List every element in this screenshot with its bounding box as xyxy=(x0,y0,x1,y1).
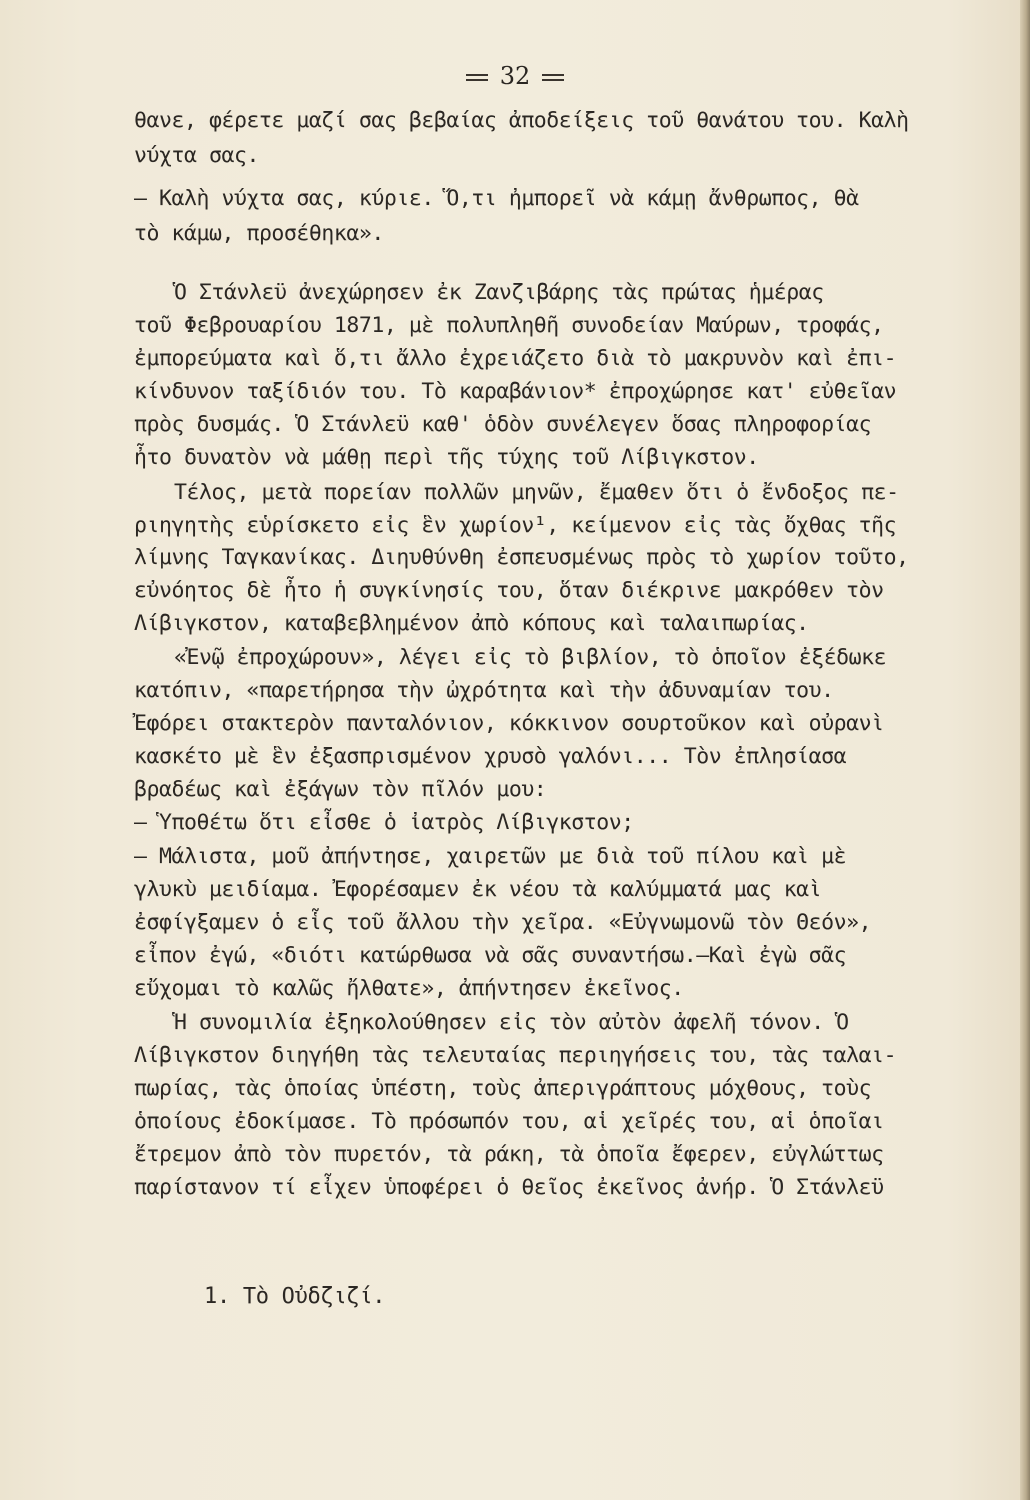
text-line: ἔτρεμον ἀπὸ τὸν πυρετόν, τὰ ράκη, τὰ ὁποῖα ἔφερεν, εὐγλώττως xyxy=(134,1142,884,1167)
text-line: — Ὑποθέτω ὅτι εἶσθε ὁ ἰατρὸς Λίβιγκστον; xyxy=(134,810,634,835)
page-number-value: 32 xyxy=(499,62,531,90)
page-number-ornament-right xyxy=(542,74,564,81)
text-line: ἐμπορεύματα καὶ ὅ,τι ἄλλο ἐχρειάζετο διὰ τὸ μακρυνὸν καὶ ἐπι- xyxy=(134,346,897,371)
text-line: Λίβιγκστον, καταβεβλημένον ἀπὸ κόπους καὶ ταλαιπωρίας. xyxy=(134,611,809,636)
text-line: κατόπιν, «παρετήρησα τὴν ὠχρότητα καὶ τὴν ἀδυναμίαν του. xyxy=(134,678,834,703)
text-line: Λίβιγκστον διηγήθη τὰς τελευταίας περιηγήσεις του, τὰς ταλαι- xyxy=(134,1043,897,1068)
text-line: γλυκὺ μειδίαμα. Ἐφορέσαμεν ἐκ νέου τὰ καλύμματά μας καὶ xyxy=(134,877,822,902)
text-line: Τέλος, μετὰ πορείαν πολλῶν μηνῶν, ἔμαθεν ὅτι ὁ ἔνδοξος πε- xyxy=(174,480,899,505)
page-number xyxy=(0,62,1030,90)
text-line: λίμνης Ταγκανίκας. Διηυθύνθη ἐσπευσμένως πρὸς τὸ χωρίον τοῦτο, xyxy=(134,545,909,570)
text-line: ἦτο δυνατὸν νὰ μάθῃ περὶ τῆς τύχης τοῦ Λίβιγκστον. xyxy=(134,445,759,470)
text-line: εὐνόητος δὲ ἦτο ἡ συγκίνησίς του, ὅταν διέκρινε μακρόθεν τὸν xyxy=(134,578,884,603)
text-line: παρίστανον τί εἶχεν ὑποφέρει ὁ θεῖος ἐκεῖνος ἀνήρ. Ὁ Στάνλεϋ xyxy=(134,1175,884,1200)
text-line: — Μάλιστα, μοῦ ἀπήντησε, χαιρετῶν με διὰ τοῦ πίλου καὶ μὲ xyxy=(134,844,847,869)
text-line: Ἐφόρει στακτερὸν πανταλόνιον, κόκκινον σουρτοῦκον καὶ οὐρανὶ xyxy=(134,711,884,736)
text-line: «Ἐνῷ ἐπροχώρουν», λέγει εἰς τὸ βιβλίον, τὸ ὁποῖον ἐξέδωκε xyxy=(174,645,887,670)
text-line: Ὁ Στάνλεϋ ἀνεχώρησεν ἐκ Ζανζιβάρης τὰς πρώτας ἡμέρας xyxy=(174,280,824,305)
text-line: ἐσφίγξαμεν ὁ εἷς τοῦ ἄλλου τὴν χεῖρα. «Εὐγνωμονῶ τὸν Θεόν», xyxy=(134,910,872,935)
text-line: εὔχομαι τὸ καλῶς ἤλθατε», ἀπήντησεν ἐκεῖνος. xyxy=(134,976,684,1001)
text-line: Ἡ συνομιλία ἐξηκολούθησεν εἰς τὸν αὐτὸν ἀφελῆ τόνον. Ὁ xyxy=(174,1010,849,1035)
footnote: 1. Τὸ Οὐδζιζί. xyxy=(204,1284,386,1309)
text-line: νύχτα σας. xyxy=(134,143,259,168)
text-line: κίνδυνον ταξίδιόν του. Τὸ καραβάνιον* ἐπροχώρησε κατ' εὐθεῖαν xyxy=(134,379,897,404)
text-line: κασκέτο μὲ ἓν ἐξασπρισμένον χρυσὸ γαλόνι... Τὸν ἐπλησίασα xyxy=(134,744,847,769)
text-line: βραδέως καὶ ἐξάγων τὸν πῖλόν μου: xyxy=(134,777,547,802)
text-line: πωρίας, τὰς ὁποίας ὑπέστη, τοὺς ἀπεριγράπτους μόχθους, τοὺς xyxy=(134,1076,872,1101)
page-number-ornament-left xyxy=(466,74,488,81)
text-line: θανε, φέρετε μαζί σας βεβαίας ἀποδείξεις τοῦ θανάτου του. Καλὴ xyxy=(134,108,909,133)
text-line: τὸ κάμω, προσέθηκα». xyxy=(134,221,384,246)
text-line: ὁποίους ἐδοκίμασε. Τὸ πρόσωπόν του, αἱ χεῖρές του, αἱ ὁποῖαι xyxy=(134,1109,884,1134)
text-line: πρὸς δυσμάς. Ὁ Στάνλεϋ καθ' ὁδὸν συνέλεγεν ὅσας πληροφορίας xyxy=(134,412,872,437)
text-line: — Καλὴ νύχτα σας, κύριε. Ὅ,τι ἠμπορεῖ νὰ κάμῃ ἄνθρωπος, θὰ xyxy=(134,186,859,211)
page-edge xyxy=(1020,0,1030,1500)
text-line: τοῦ Φεβρουαρίου 1871, μὲ πολυπληθῆ συνοδείαν Μαύρων, τροφάς, xyxy=(134,313,884,338)
text-line: ριηγητὴς εὑρίσκετο εἰς ἓν χωρίον¹, κείμενον εἰς τὰς ὄχθας τῆς xyxy=(134,513,897,538)
text-line: εἶπον ἐγώ, «διότι κατώρθωσα νὰ σᾶς συναντήσω.—Καὶ ἐγὼ σᾶς xyxy=(134,943,847,968)
